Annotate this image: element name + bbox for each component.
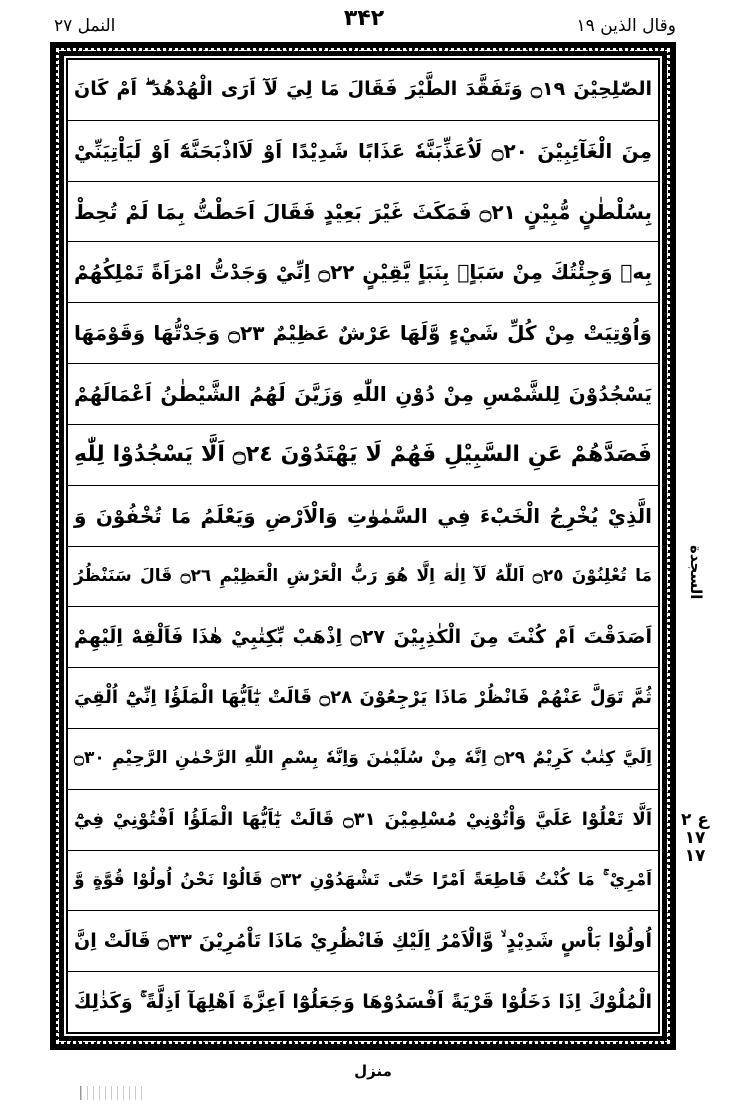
ruku-marker: ع ۲ ۱۷ ۱۷: [681, 810, 709, 866]
text-line: اَمْرِيْ ۚ مَا كُنْتُ قَاطِعَةً اَمْرًا حَتّٰى تَشْهَدُوْنِ ۝٣٢ قَالُوْا نَحْنُ اُولُوْا قُوَّةٍ وَّ: [68, 851, 658, 912]
text-line: مَا تُعْلِنُوْنَ ۝٢٥ اَللّٰهُ لَآ اِلٰهَ اِلَّا هُوَ رَبُّ الْعَرْشِ الْعَظِيْمِ ۝٢٦ قَالَ سَنَنْظُرُ: [68, 547, 658, 608]
surah-name: النمل ۲۷: [54, 16, 116, 36]
text-line: اِلَيَّ كِتٰبٌ كَرِيْمٌ ۝٢٩ اِنَّهٗ مِنْ سُلَيْمٰنَ وَاِنَّهٗ بِسْمِ اللّٰهِ الرَّحْمٰنِ الرَّحِيْمِ ۝٣٠: [68, 729, 658, 790]
text-line: وَاُوْتِيَتْ مِنْ كُلِّ شَيْءٍ وَّلَهَا عَرْشٌ عَظِيْمٌ ۝٢٣ وَجَدْتُّهَا وَقَوْمَهَا: [68, 303, 658, 364]
juz-name: وقال الذين ۱۹: [576, 16, 676, 36]
text-line: فَصَدَّهُمْ عَنِ السَّبِيْلِ فَهُمْ لَا يَهْتَدُوْنَ ۝٢٤ اَلَّا يَسْجُدُوْا لِلّٰهِ: [68, 425, 658, 486]
ornamental-frame: [50, 42, 676, 1050]
sajda-marker: السجدة: [687, 545, 705, 600]
page-number: ۳۴۲: [343, 6, 385, 31]
text-line: اَلَّا تَعْلُوْا عَلَيَّ وَاْتُوْنِيْ مُسْلِمِيْنَ ۝٣١ قَالَتْ يٰٓاَيُّهَا الْمَلَؤُا اَفْتُوْنِيْ فِيْٓ: [68, 790, 658, 851]
text-line: ثُمَّ تَوَلَّ عَنْهُمْ فَانْظُرْ مَاذَا يَرْجِعُوْنَ ۝٢٨ قَالَتْ يٰٓاَيُّهَا الْمَلَؤُا اِنِّيْٓ اُلْقِيَ: [68, 668, 658, 729]
page-header: [50, 6, 678, 42]
text-block: [66, 58, 660, 1034]
text-line: الصّٰلِحِيْنَ ۝١٩ وَتَفَقَّدَ الطَّيْرَ فَقَالَ مَا لِيَ لَآ اَرَى الْهُدْهُدَ ۖ اَمْ كَانَ: [68, 60, 658, 121]
text-line: الْمُلُوْكَ اِذَا دَخَلُوْا قَرْيَةً اَفْسَدُوْهَا وَجَعَلُوْٓا اَعِزَّةَ اَهْلِهَآ اَذِلَّةً ۚ وَكَذٰلِكَ: [74, 990, 652, 1013]
text-line: اُولُوْا بَاْسٍ شَدِيْدٍ ۙ وَّالْاَمْرُ اِلَيْكِ فَانْظُرِيْ مَاذَا تَاْمُرِيْنَ ۝٣٣ قَالَتْ اِنَّ: [68, 911, 658, 972]
text-line: مِنَ الْغَآئِبِيْنَ ۝٢٠ لَاُعَذِّبَنَّهٗ عَذَابًا شَدِيْدًا اَوْ لَاَاذْبَحَنَّهٗٓ اَوْ لَيَاْتِيَنِّيْ: [68, 121, 658, 182]
text-line: الَّذِيْ يُخْرِجُ الْخَبْءَ فِي السَّمٰوٰتِ وَالْاَرْضِ وَيَعْلَمُ مَا تُخْفُوْنَ وَ: [68, 486, 658, 547]
text-line: بِسُلْطٰنٍ مُّبِيْنٍ ۝٢١ فَمَكَثَ غَيْرَ بَعِيْدٍ فَقَالَ اَحَطْتُّ بِمَا لَمْ تُحِطْ: [68, 182, 658, 243]
text-line: بِهٖ وَجِئْتُكَ مِنْ سَبَاٍۭ بِنَبَاٍ يَّقِيْنٍ ۝٢٢ اِنِّيْ وَجَدْتُّ امْرَاَةً تَمْلِكُهُمْ: [68, 242, 658, 303]
manzil-label: منزل: [354, 1062, 392, 1080]
scan-artifact: [80, 1086, 146, 1100]
text-line: اَصَدَقْتَ اَمْ كُنْتَ مِنَ الْكٰذِبِيْنَ ۝٢٧ اِذْهَبْ بِّكِتٰبِيْ هٰذَا فَاَلْقِهْ اِلَيْهِمْ: [68, 607, 658, 668]
text-line: يَسْجُدُوْنَ لِلشَّمْسِ مِنْ دُوْنِ اللّٰهِ وَزَيَّنَ لَهُمُ الشَّيْطٰنُ اَعْمَالَهُمْ: [68, 364, 658, 425]
